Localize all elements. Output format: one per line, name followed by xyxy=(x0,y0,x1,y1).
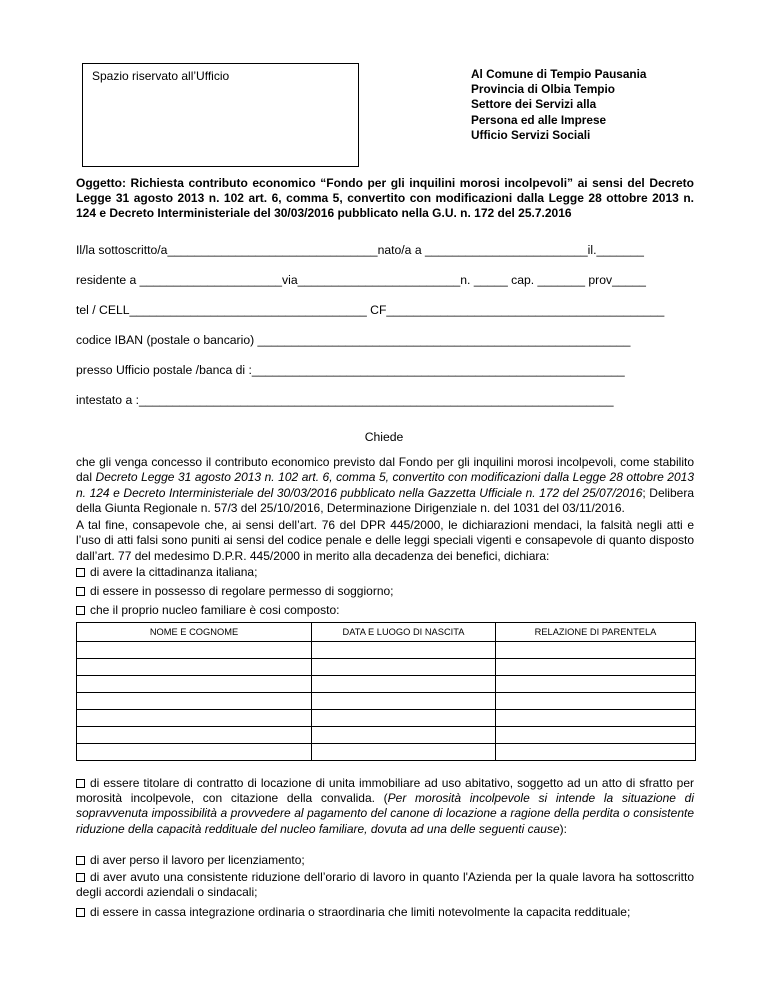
table-cell[interactable] xyxy=(77,676,312,693)
field-line-iban[interactable]: codice IBAN (postale o bancario) _______________________________________________________ xyxy=(76,333,631,347)
table-cell[interactable] xyxy=(77,693,312,710)
checkbox-icon[interactable] xyxy=(76,908,85,917)
checkbox-icon[interactable] xyxy=(76,856,85,865)
checkbox-label: che il proprio nucleo familiare è cosi composto: xyxy=(90,603,340,617)
table-row xyxy=(77,659,696,676)
checkbox-item[interactable] xyxy=(76,853,305,867)
checkbox-icon[interactable] xyxy=(76,568,85,577)
table-cell[interactable] xyxy=(496,642,696,659)
chiede-heading: Chiede xyxy=(364,430,404,444)
table-cell[interactable] xyxy=(496,727,696,744)
checkbox-item[interactable] xyxy=(76,565,257,579)
table-row xyxy=(77,727,696,744)
eviction-text-end: ): xyxy=(559,821,567,836)
table-row xyxy=(77,744,696,761)
table-cell[interactable] xyxy=(77,659,312,676)
table-cell[interactable] xyxy=(496,659,696,676)
request-text-end: ; Delibera della Giunta Regionale n. 57/3 del 25/10/2016, Determinazione Dirigenziale n. del 1031 del 03/11/2016. xyxy=(76,485,694,516)
request-text: che gli venga concesso il contributo economico previsto dal Fondo per gli inquilini morosi incolpevoli, come stabilito dal xyxy=(76,455,694,485)
table-cell[interactable] xyxy=(77,744,312,761)
field-line-name-birth[interactable]: Il/la sottoscritto/a_______________________________nato/a a ________________________il._______ xyxy=(76,243,644,257)
field-line-holder[interactable]: intestato a :______________________________________________________________________ xyxy=(76,393,614,407)
checkbox-item[interactable] xyxy=(76,870,694,900)
eviction-checkbox-item[interactable] xyxy=(76,776,694,837)
recipient-line: Al Comune di Tempio Pausania xyxy=(471,67,647,81)
table-cell[interactable] xyxy=(312,693,496,710)
recipient-line: Ufficio Servizi Sociali xyxy=(471,127,591,142)
subject-heading: Oggetto: Richiesta contributo economico “Fondo per gli inquilini morosi incolpevoli” ai sensi del Decreto Legge 31 agosto 2013 n. 102 art. 6, comma 5, convertito con modificazioni dalla Legge 28 ottobre 2013 n. 124 e Decreto Interministeriale del 30/03/2016 pubblicato nella G.U. n. 172 del 25.7.2016 xyxy=(76,176,694,221)
office-reserved-label: Spazio riservato all’Ufficio xyxy=(92,69,230,83)
checkbox-label: di avere la cittadinanza italiana; xyxy=(90,565,258,579)
checkbox-icon[interactable] xyxy=(76,873,85,882)
table-cell[interactable] xyxy=(496,676,696,693)
request-law-reference: Decreto Legge 31 agosto 2013 n. 102 art. 6, comma 5, convertito con modificazioni dalla Legge 28 ottobre 2013 n. 124 e Decreto Interministeriale del 30/03/2016 pubblicato nella Gazzetta Ufficiale n. 172 del 25/07/2016 xyxy=(76,470,694,500)
checkbox-item[interactable] xyxy=(76,905,630,919)
table-cell[interactable] xyxy=(312,642,496,659)
table-cell[interactable] xyxy=(77,710,312,727)
table-cell[interactable] xyxy=(496,744,696,761)
office-reserved-box xyxy=(82,63,359,167)
table-cell[interactable] xyxy=(312,744,496,761)
table-row xyxy=(77,693,696,710)
column-header: NOME E COGNOME xyxy=(77,623,312,642)
checkbox-label: di essere in possesso di regolare permesso di soggiorno; xyxy=(90,584,394,598)
declaration-intro: A tal fine, consapevole che, ai sensi dell’art. 76 del DPR 445/2000, le dichiarazioni mendaci, la falsità negli atti e l’uso di atti falsi sono puniti ai sensi del codice penale e delle leggi speciali vigenti e consapevole di quanto disposto dall’art. 77 del medesimo D.P.R. 445/2000 in merito alla decadenza dei benefici, dichiara: xyxy=(76,518,694,563)
checkbox-label: di aver avuto una consistente riduzione dell’orario di lavoro in quanto l'Azienda per la quale lavora ha sottoscritto degli accordi aziendali o sindacali; xyxy=(76,870,694,900)
family-table xyxy=(76,622,696,761)
table-cell[interactable] xyxy=(77,642,312,659)
checkbox-icon[interactable] xyxy=(76,779,85,788)
table-cell[interactable] xyxy=(77,727,312,744)
field-line-bank[interactable]: presso Ufficio postale /banca di :_______________________________________________________ xyxy=(76,363,625,377)
checkbox-label: di essere in cassa integrazione ordinaria o straordinaria che limiti notevolmente la capacita reddituale; xyxy=(90,905,631,919)
table-row xyxy=(77,642,696,659)
recipient-line: Settore dei Servizi alla xyxy=(471,97,597,112)
column-header: RELAZIONE DI PARENTELA xyxy=(496,623,696,642)
column-header: DATA E LUOGO DI NASCITA xyxy=(312,623,496,642)
checkbox-label: di aver perso il lavoro per licenziamento; xyxy=(90,853,305,867)
table-cell[interactable] xyxy=(312,676,496,693)
checkbox-icon[interactable] xyxy=(76,587,85,596)
table-cell[interactable] xyxy=(312,659,496,676)
recipient-address xyxy=(471,67,646,143)
checkbox-item[interactable] xyxy=(76,584,394,598)
recipient-line: Persona ed alle Imprese xyxy=(471,112,607,127)
table-row xyxy=(77,676,696,693)
table-cell[interactable] xyxy=(312,710,496,727)
table-cell[interactable] xyxy=(496,693,696,710)
table-cell[interactable] xyxy=(496,710,696,727)
field-line-residence[interactable]: residente a _____________________via________________________n. _____ cap. _______ prov_____ xyxy=(76,273,646,287)
checkbox-item[interactable] xyxy=(76,603,339,617)
table-row xyxy=(77,710,696,727)
request-paragraph xyxy=(76,455,694,517)
field-line-phone-cf[interactable]: tel / CELL___________________________________ CF_________________________________________ xyxy=(76,303,665,317)
table-cell[interactable] xyxy=(312,727,496,744)
table-header-row xyxy=(77,623,696,642)
recipient-line: Provincia di Olbia Tempio xyxy=(471,82,615,97)
checkbox-icon[interactable] xyxy=(76,606,85,615)
eviction-definition: Per morosità incolpevole si intende la situazione di sopravvenuta impossibilità a provvedere al pagamento del canone di locazione a ragione della perdita o consistente riduzione della capacità reddituale del nucleo familiare, dovuta ad una delle seguenti cause xyxy=(76,791,694,836)
eviction-text: di essere titolare di contratto di locazione di unita immobiliare ad uso abitativo, soggetto ad un atto di sfratto per morosità incolpevole, con citazione della convalida. ( xyxy=(76,776,694,806)
